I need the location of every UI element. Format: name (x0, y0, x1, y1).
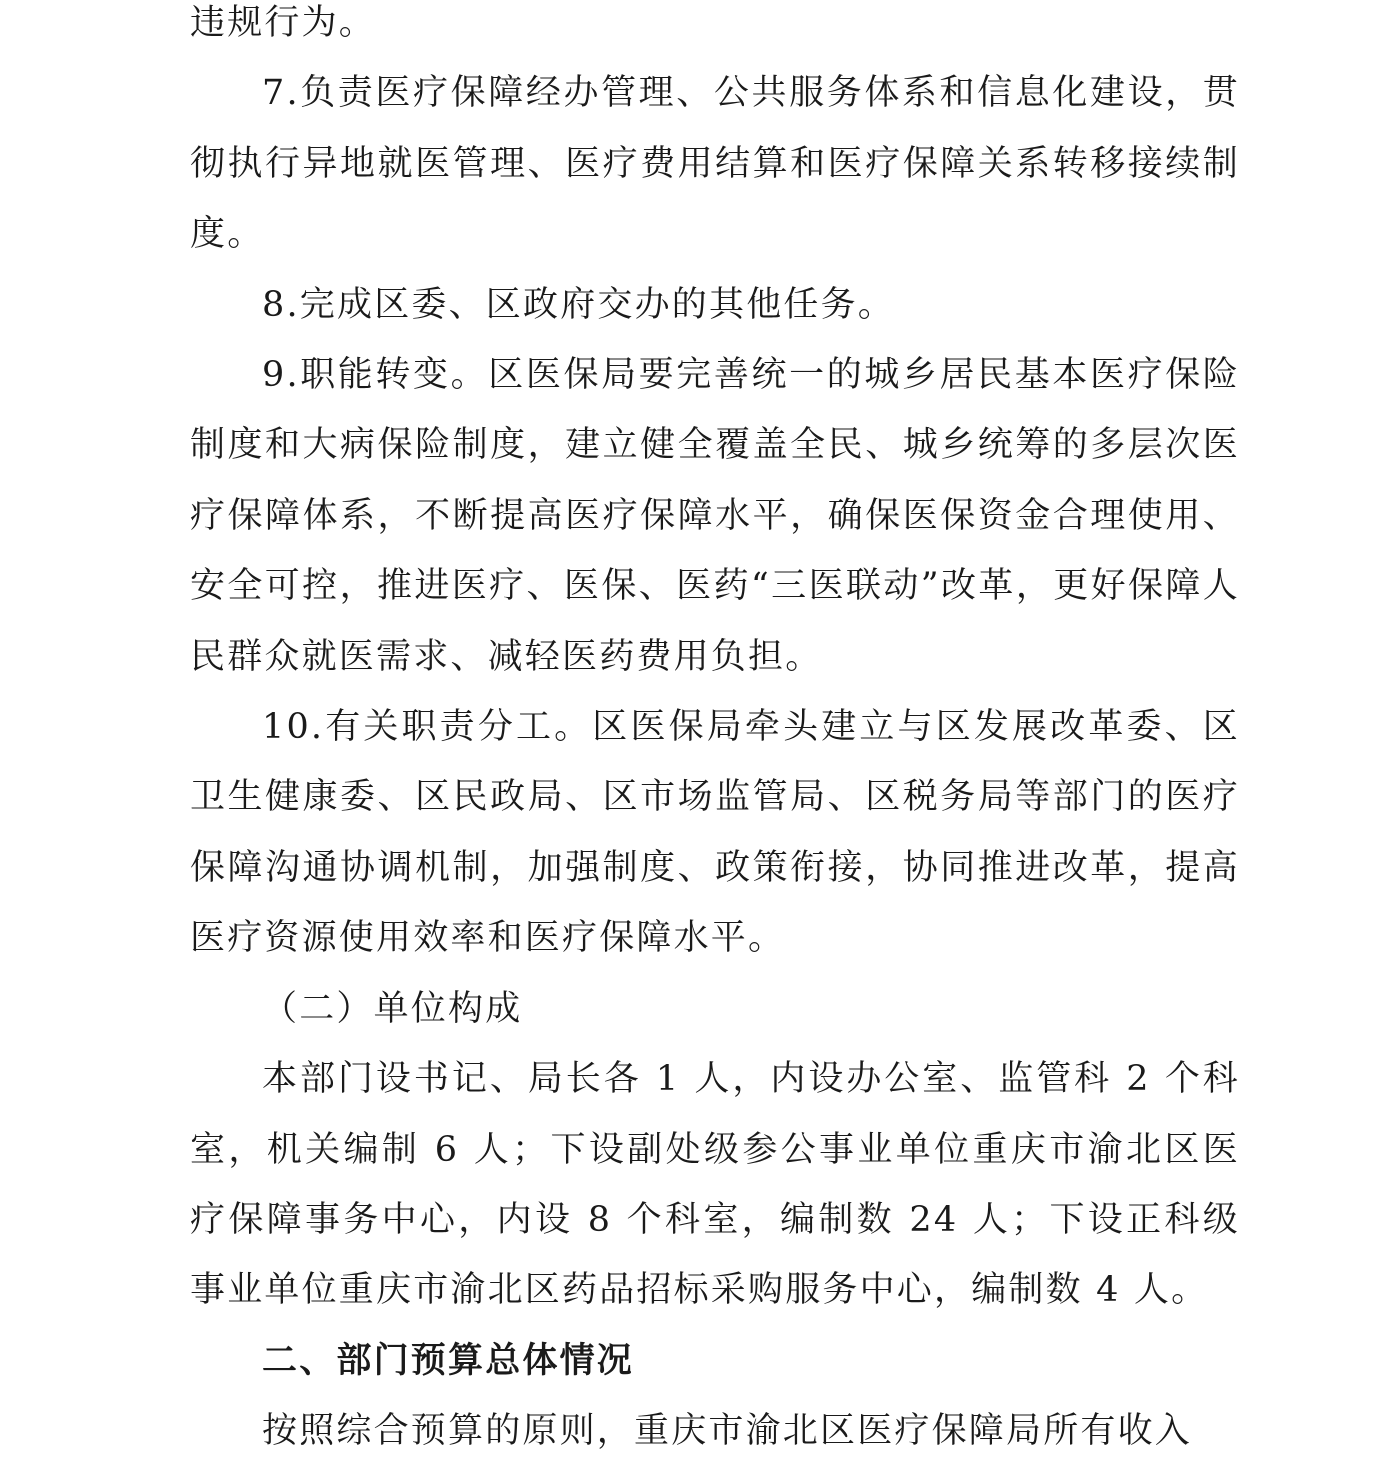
paragraph-budget-intro: 按照综合预算的原则，重庆市渝北区医疗保障局所有收入 (262, 1411, 1193, 1452)
section-heading-budget-overview: 二、部门预算总体情况 (262, 1340, 635, 1381)
paragraph-unit-structure: 本部门设书记、局长各 1 人，内设办公室、监管科 2 个科室，机关编制 6 人；下设副处级参公事业单位重庆市渝北区医疗保障事务中心，内设 8 个科室，编制数 24 人；下设正科级事业单位重庆市渝北区药品招标采购服务中心，编制数 4 人。 (190, 1059, 1240, 1311)
document-page (190, 0, 1240, 1467)
paragraph-continuation: 违规行为。 (190, 3, 377, 43)
paragraph-item-9: 9.职能转变。区医保局要完善统一的城乡居民基本医疗保险制度和大病保险制度，建立健全覆盖全民、城乡统筹的多层次医疗保障体系，不断提高医疗保障水平，确保医保资金合理使用、安全可控，推进医疗、医保、医药“三医联动”改革，更好保障人民群众就医需求、减轻医药费用负担。 (190, 355, 1240, 677)
paragraph-item-8: 8.完成区委、区政府交办的其他任务。 (262, 284, 895, 325)
section-subheading-unit-structure: （二）单位构成 (262, 988, 523, 1029)
paragraph-item-7: 7.负责医疗保障经办管理、公共服务体系和信息化建设，贯彻执行异地就医管理、医疗费用结算和医疗保障关系转移接续制度。 (190, 73, 1240, 255)
paragraph-item-10: 10.有关职责分工。区医保局牵头建立与区发展改革委、区卫生健康委、区民政局、区市场监管局、区税务局等部门的医疗保障沟通协调机制，加强制度、政策衔接，协同推进改革，提高医疗资源使用效率和医疗保障水平。 (190, 707, 1240, 959)
